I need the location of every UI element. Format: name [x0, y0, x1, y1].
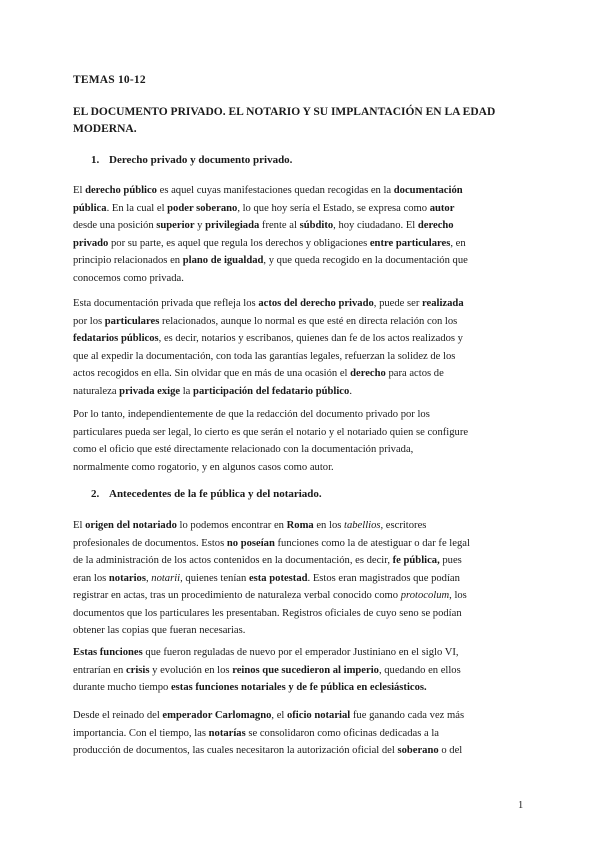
paragraph — [73, 707, 529, 760]
text-line: documentos que los particulares les presentaban. Registros oficiales de cuyo seno se podían — [73, 607, 462, 619]
text-line: principio relacionados en plano de igualdad, y que queda recogido en la documentación que — [73, 255, 468, 266]
section-number: 1. — [91, 154, 100, 166]
text-line: por los particulares relacionados, aunque lo normal es que esté en directa relación con los — [73, 315, 458, 327]
paragraph — [73, 182, 529, 287]
text-line: que al expedir la documentación, con toda las garantías legales, refuerzan la solidez de los — [73, 350, 456, 362]
text-line: El derecho público es aquel cuyas manifestaciones quedan recogidas en la documentación — [73, 185, 463, 196]
section-title: Antecedentes de la fe pública y del notariado. — [109, 488, 322, 500]
text-line: durante mucho tiempo estas funciones notariales y de fe pública en eclesiásticos. — [73, 682, 427, 693]
section-heading-2 — [91, 488, 322, 500]
section-title: Derecho privado y documento privado. — [109, 154, 293, 166]
text-line: normalmente como rogatorio, y en algunos casos como autor. — [73, 461, 334, 473]
text-line: profesionales de documentos. Estos no poseían funciones como la de atestiguar o dar fe legal — [73, 537, 470, 549]
page-number: 1 — [518, 800, 524, 811]
text-line: registrar en actas, tras un procedimiento de naturaleza verbal conocido como protocolum, los — [73, 590, 467, 601]
paragraph — [73, 406, 529, 476]
text-line: fedatarios públicos, es decir, notarios y escribanos, quienes dan fe de los actos realizados y — [73, 333, 463, 344]
section-number: 2. — [91, 488, 100, 500]
document-title: TEMAS 10-12 — [73, 74, 146, 86]
text-line: entrarían en crisis y evolución en los reinos que sucedieron al imperio, quedando en ellos — [73, 664, 461, 676]
text-line: naturaleza privada exige la participación del fedatario público. — [73, 385, 352, 397]
text-line: Por lo tanto, independientemente de que la redacción del documento privado por los — [73, 409, 430, 420]
text-line: producción de documentos, las cuales necesitaron la autorización oficial del soberano o del — [73, 745, 463, 756]
text-line: desde una posición superior y privilegiada frente al súbdito, hoy ciudadano. El derecho — [73, 220, 454, 231]
text-line: obtener las copias que fueran necesarias. — [73, 625, 246, 636]
text-line: privado por su parte, es aquel que regula los derechos y obligaciones entre particulares, en — [73, 237, 466, 249]
text-line: como el oficio que esté directamente relacionado con la documentación privada, — [73, 444, 414, 455]
text-line: Esta documentación privada que refleja los actos del derecho privado, puede ser realizada — [73, 298, 464, 309]
paragraph — [73, 295, 529, 400]
paragraph — [73, 517, 529, 640]
paragraph — [73, 644, 529, 697]
text-line: de la administración de los actos contenidos en la documentación, es decir, fe pública, pues — [73, 555, 462, 566]
text-line: Estas funciones que fueron reguladas de nuevo por el emperador Justiniano en el siglo VI, — [73, 647, 459, 658]
text-line: eran los notarios, notarii, quienes tenían esta potestad. Estos eran magistrados que podían — [73, 572, 460, 584]
text-line: pública. En la cual el poder soberano, lo que hoy sería el Estado, se expresa como autor — [73, 202, 455, 214]
text-line: actos recogidos en ella. Sin olvidar que en más de una ocasión el derecho para actos de — [73, 368, 444, 379]
document-heading: EL DOCUMENTO PRIVADO. EL NOTARIO Y SU IMPLANTACIÓN EN LA EDAD MODERNA. — [73, 106, 496, 135]
text-line: particulares pueda ser legal, lo cierto es que serán el notario y el notariado quien se configure — [73, 426, 469, 438]
text-line: importancia. Con el tiempo, las notarías se consolidaron como oficinas dedicadas a la — [73, 727, 439, 739]
section-heading-1 — [91, 154, 292, 166]
text-line: El origen del notariado lo podemos encontrar en Roma en los tabellios, escritores — [73, 520, 427, 531]
text-line: conocemos como privada. — [73, 272, 184, 284]
text-line: Desde el reinado del emperador Carlomagno, el oficio notarial fue ganando cada vez más — [73, 710, 465, 721]
